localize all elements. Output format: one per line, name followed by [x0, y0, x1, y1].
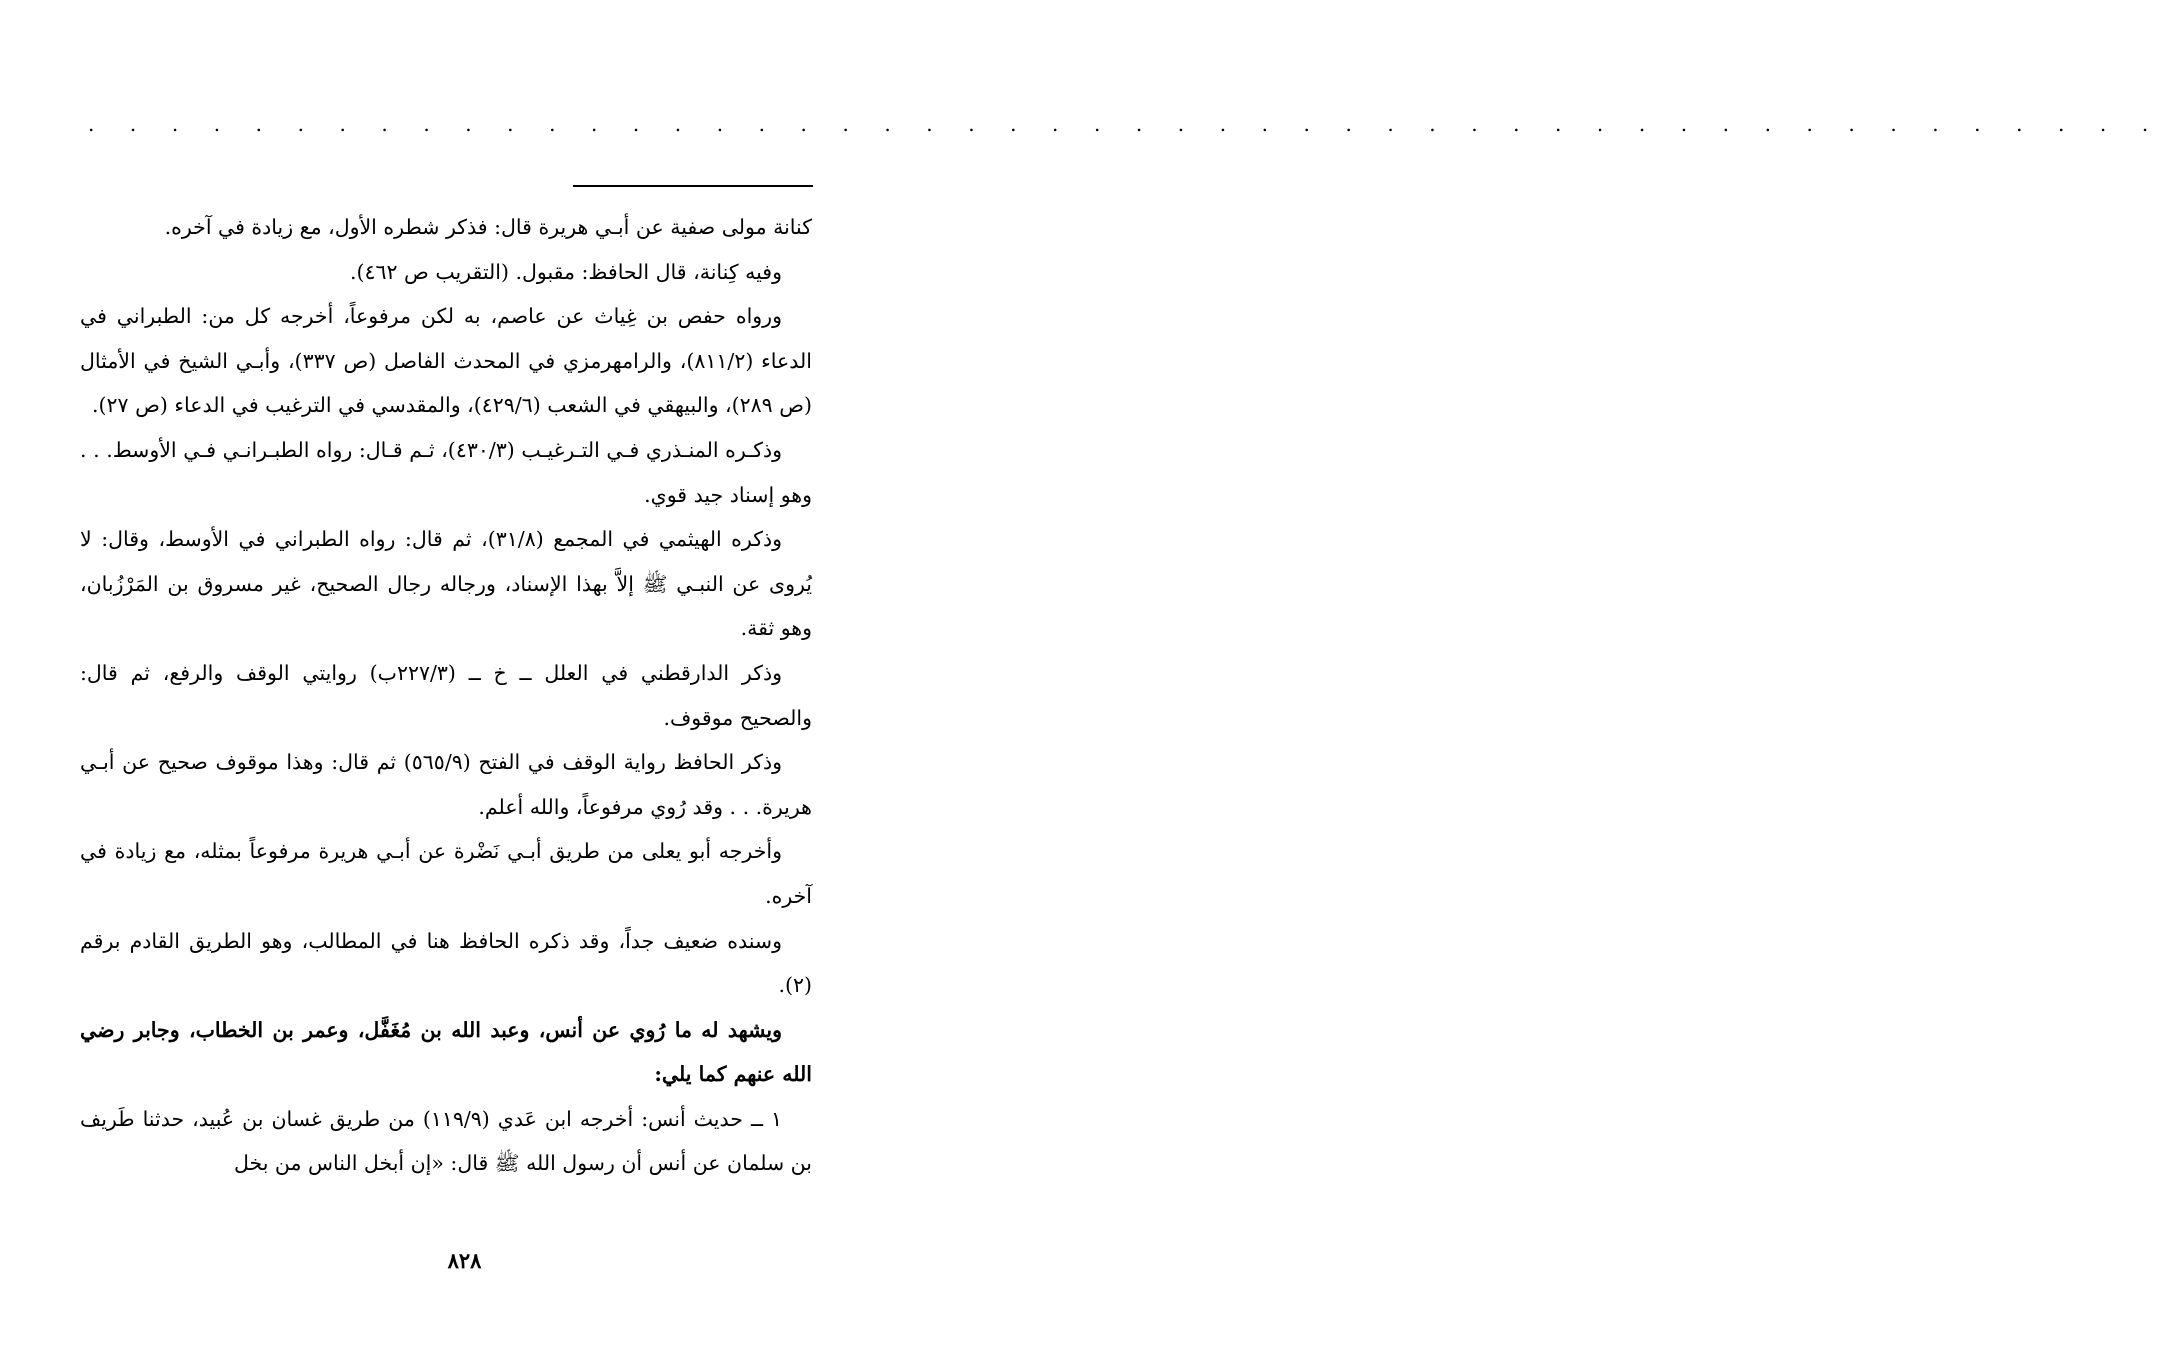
paragraph: وذكر الحافظ رواية الوقف في الفتح (٥٦٥/٩) ثم قال: وهذا موقوف صحيح عن أبـي هريرة. . . وقد رُوي مرفوعاً، والله أعلم. [80, 750, 812, 819]
paragraph: ١ ــ حديث أنس: أخرجه ابن عَدي (١١٩/٩) من طريق غسان بن عُبيد، حدثنا طَريف بن سلمان عن أنس أن رسول الله ﷺ قال: «إن أبخل الناس من بخل [80, 1106, 812, 1176]
header-dotted-line: . . . . . . . . . . . . . . . . . . . . . . . . . . . . . . . . . . . . . . . . . . . . . . . . . . [88, 112, 2163, 136]
footnote-text-body [80, 205, 812, 1186]
paragraph-bold: ويشهد له ما رُوي عن أنس، وعبد الله بن مُغَفَّل، وعمر بن الخطاب، وجابر رضي الله عنهم كما يلي: [80, 1017, 812, 1087]
paragraph: وسنده ضعيف جداً، وقد ذكره الحافظ هنا في المطالب، وهو الطريق القادم برقم (٢). [80, 928, 812, 998]
paragraph: وفيه كِنانة، قال الحافظ: مقبول. (التقريب ص ٤٦٢). [349, 259, 782, 284]
footnote-separator-rule [573, 185, 813, 187]
paragraph: ورواه حفص بن غِياث عن عاصم، به لكن مرفوعاً، أخرجه كل من: الطبراني في الدعاء (٨١١/٢)، والرامهرمزي في المحدث الفاصل (ص ٣٣٧)، وأبـي الشيخ في الأمثال (ص ٢٨٩)، والبيهقي في الشعب (٤٢٩/٦)، والمقدسي في الترغيب في الدعاء (ص ٢٧). [80, 304, 812, 418]
paragraph: وذكر الدارقطني في العلل ــ خ ــ (٢٢٧/٣ب) روايتي الوقف والرفع، ثم قال: والصحيح موقوف. [80, 660, 812, 730]
page-number: ٨٢٨ [447, 1248, 482, 1273]
paragraph: وذكـره المنـذري فـي التـرغيـب (٤٣٠/٣)، ثـم قـال: رواه الطبـرانـي فـي الأوسط. . . وهو إسناد جيد قوي. [80, 437, 812, 507]
paragraph: وذكره الهيثمي في المجمع (٣١/٨)، ثم قال: رواه الطبراني في الأوسط، وقال: لا يُروى عن النبـي ﷺ إلاَّ بهذا الإسناد، ورجاله رجال الصحيح، غير مسروق بن المَرْزُبان، وهو ثقة. [80, 527, 812, 641]
paragraph: وأخرجه أبو يعلى من طريق أبـي نَضْرة عن أبـي هريرة مرفوعاً بمثله، مع زيادة في آخره. [80, 839, 812, 908]
paragraph: كنانة مولى صفية عن أبـي هريرة قال: فذكر شطره الأول، مع زيادة في آخره. [164, 215, 812, 239]
